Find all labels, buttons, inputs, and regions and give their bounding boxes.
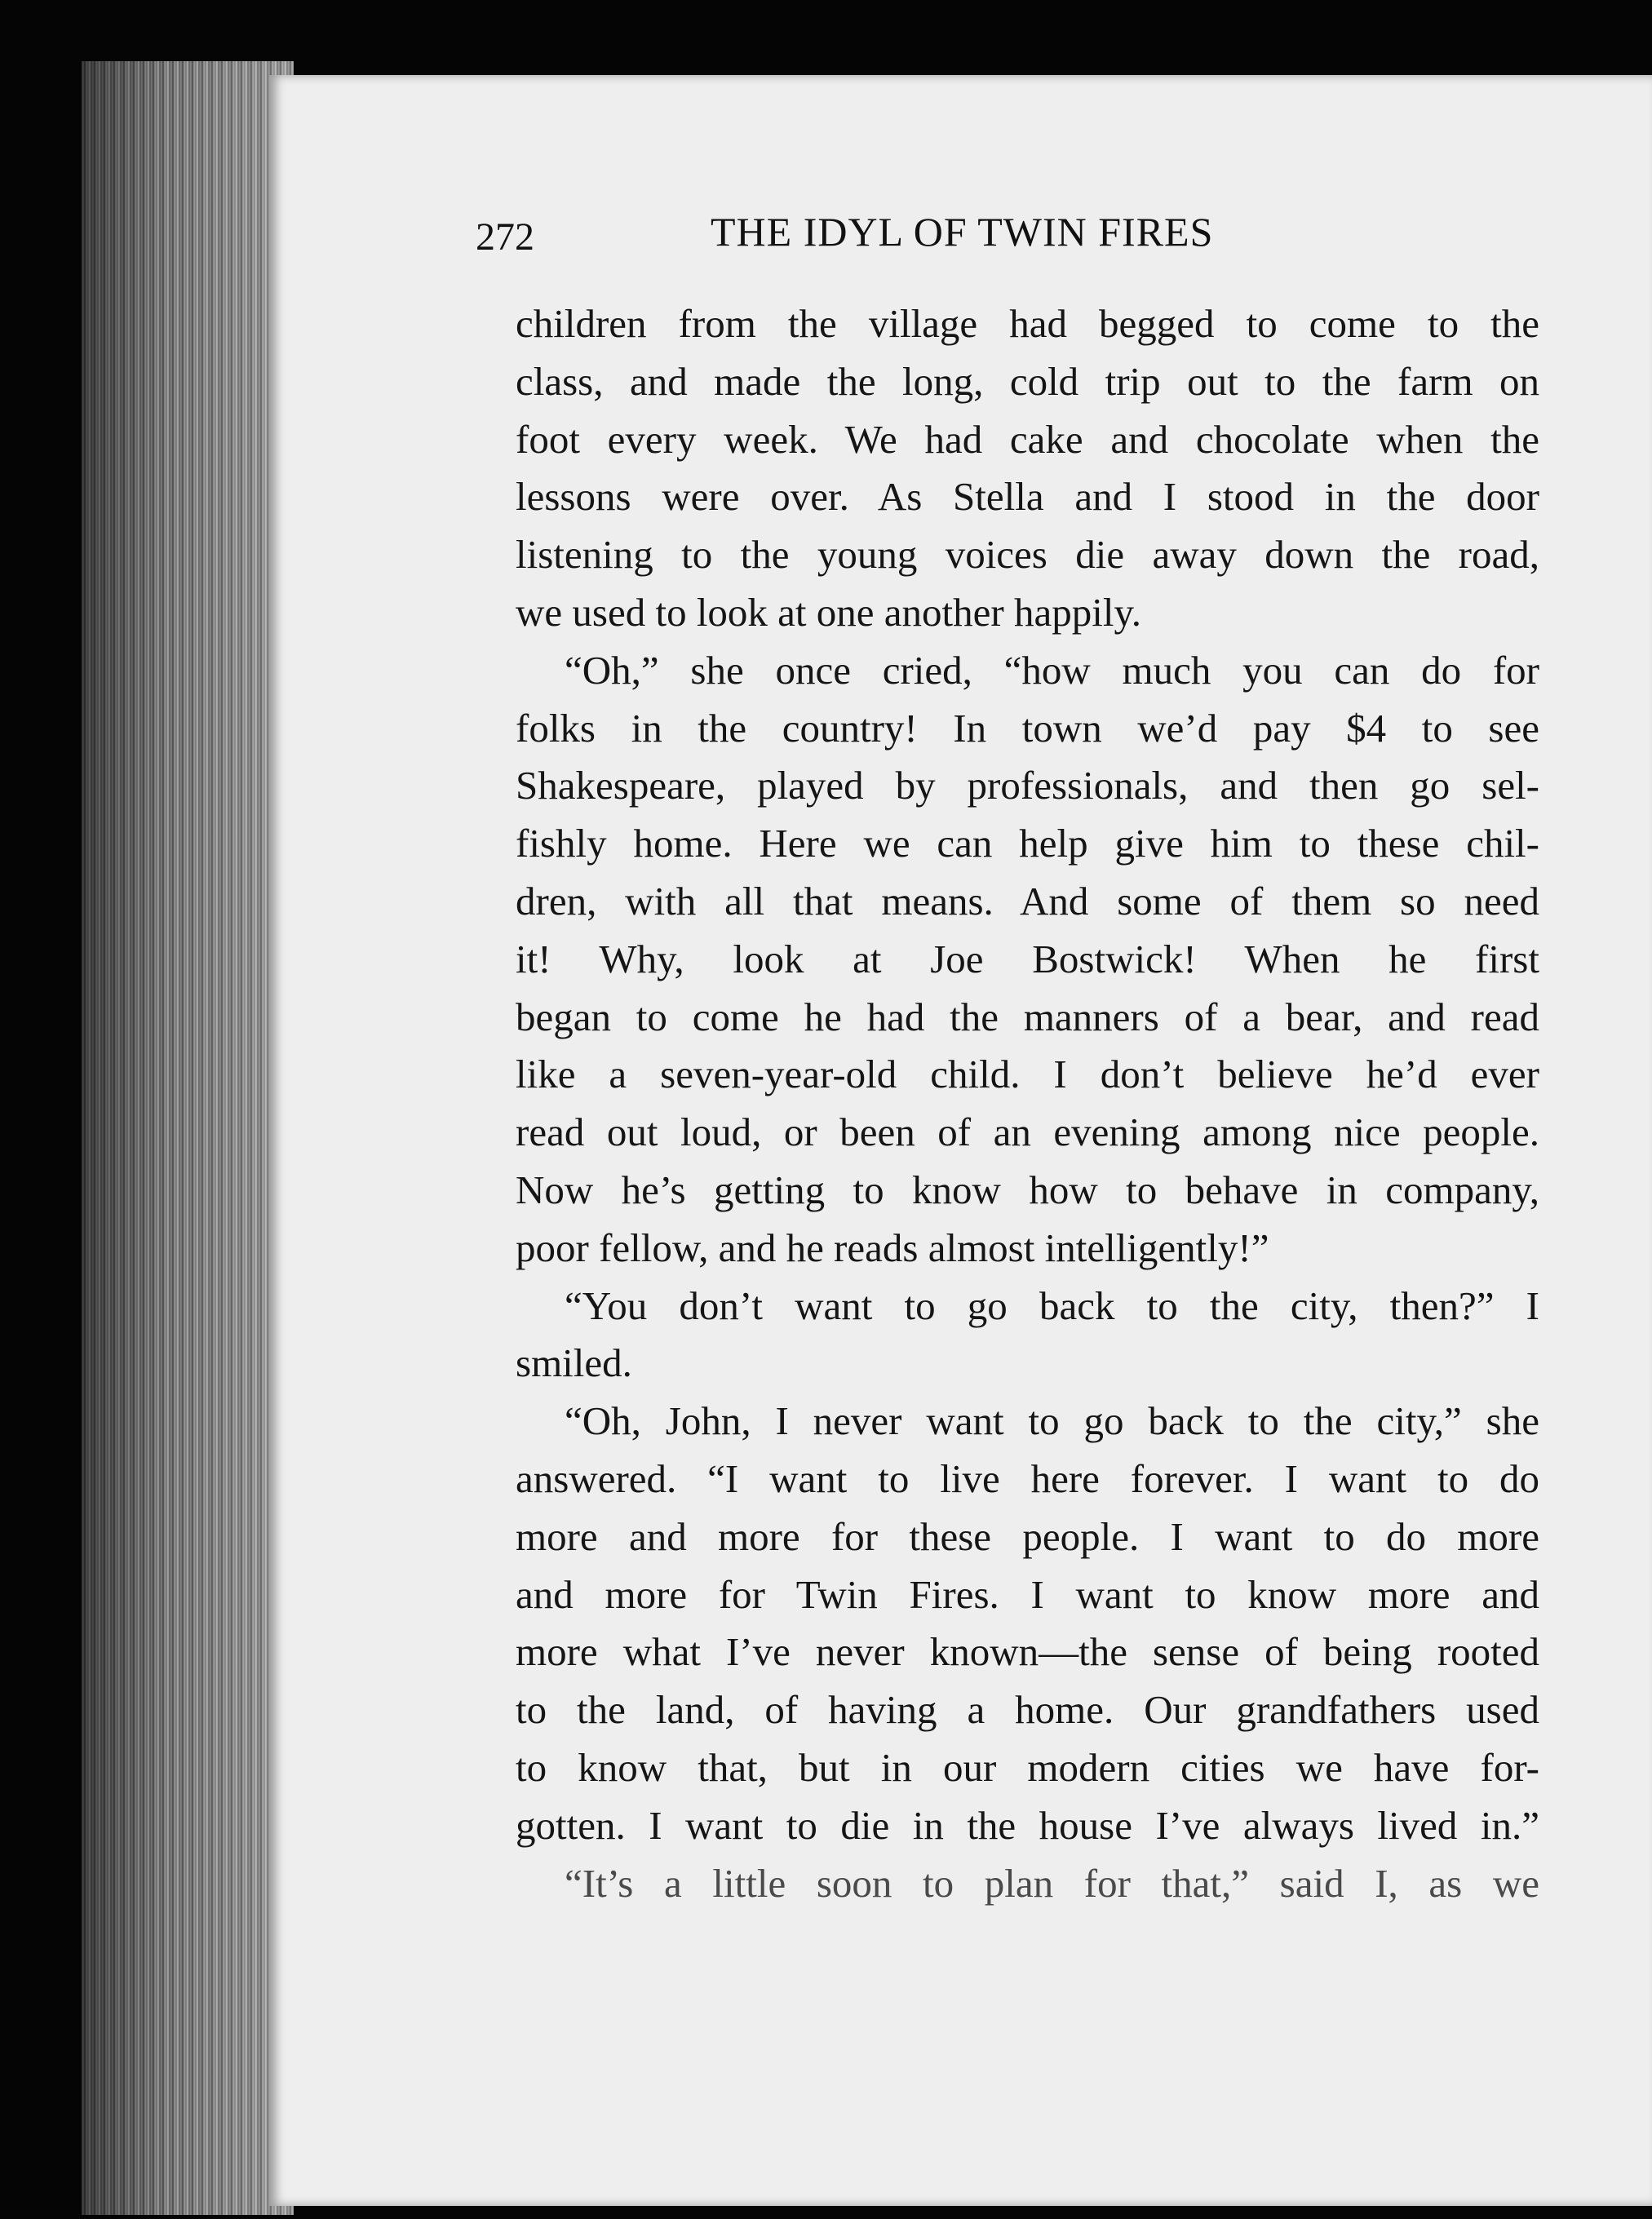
running-head [476,208,1340,273]
text-line: smiled. [516,1340,632,1386]
text-line: folks in the country! In town we’d pay $4 to see [516,705,1539,751]
text-line: “You don’t want to go back to the city, then?” I [565,1282,1539,1328]
text-line: answered. “I want to live here forever. I want to do [516,1455,1539,1501]
text-line: more what I’ve never known—the sense of being rooted [516,1629,1539,1675]
text-line: read out loud, or been of an evening among nice people. [516,1110,1539,1155]
text-line: and more for Twin Fires. I want to know more and [516,1571,1539,1617]
book-title: THE IDYL OF TWIN FIRES [711,209,1214,255]
page-number: 272 [476,215,534,259]
text-line: like a seven-year-old child. I don’t believe he’d ever [516,1052,1539,1097]
text-line: dren, with all that means. And some of them so need [516,878,1539,923]
text-line: to know that, but in our modern cities we have for- [516,1744,1539,1790]
text-line: class, and made the long, cold trip out to the farm on [516,358,1539,404]
text-line: to the land, of having a home. Our grandfathers used [516,1687,1539,1733]
text-line: “It’s a little soon to plan for that,” said I, as we [565,1860,1539,1906]
text-line: foot every week. We had cake and chocolate when the [516,416,1539,462]
text-line: began to come he had the manners of a bear, and read [516,994,1539,1039]
text-line: lessons were over. As Stella and I stood in the door [516,474,1539,520]
text-line: more and more for these people. I want to do more [516,1513,1539,1559]
text-line: “Oh, John, I never want to go back to the city,” she [565,1398,1539,1444]
body-text [516,295,1539,1912]
text-line: gotten. I want to die in the house I’ve always lived in.” [516,1802,1539,1848]
text-line: Shakespeare, played by professionals, and then go sel- [516,763,1539,808]
text-line: children from the village had begged to come to the [516,301,1539,346]
text-line: we used to look at one another happily. [516,589,1142,635]
text-line: fishly home. Here we can help give him to these chil- [516,821,1539,866]
text-line: Now he’s getting to know how to behave in company, [516,1167,1539,1212]
text-line: it! Why, look at Joe Bostwick! When he first [516,936,1539,981]
book-page-edges-shadow [82,61,294,2215]
text-line: poor fellow, and he reads almost intelligently!” [516,1225,1269,1270]
text-line: listening to the young voices die away down the road, [516,532,1539,578]
text-line: “Oh,” she once cried, “how much you can do for [565,647,1539,693]
